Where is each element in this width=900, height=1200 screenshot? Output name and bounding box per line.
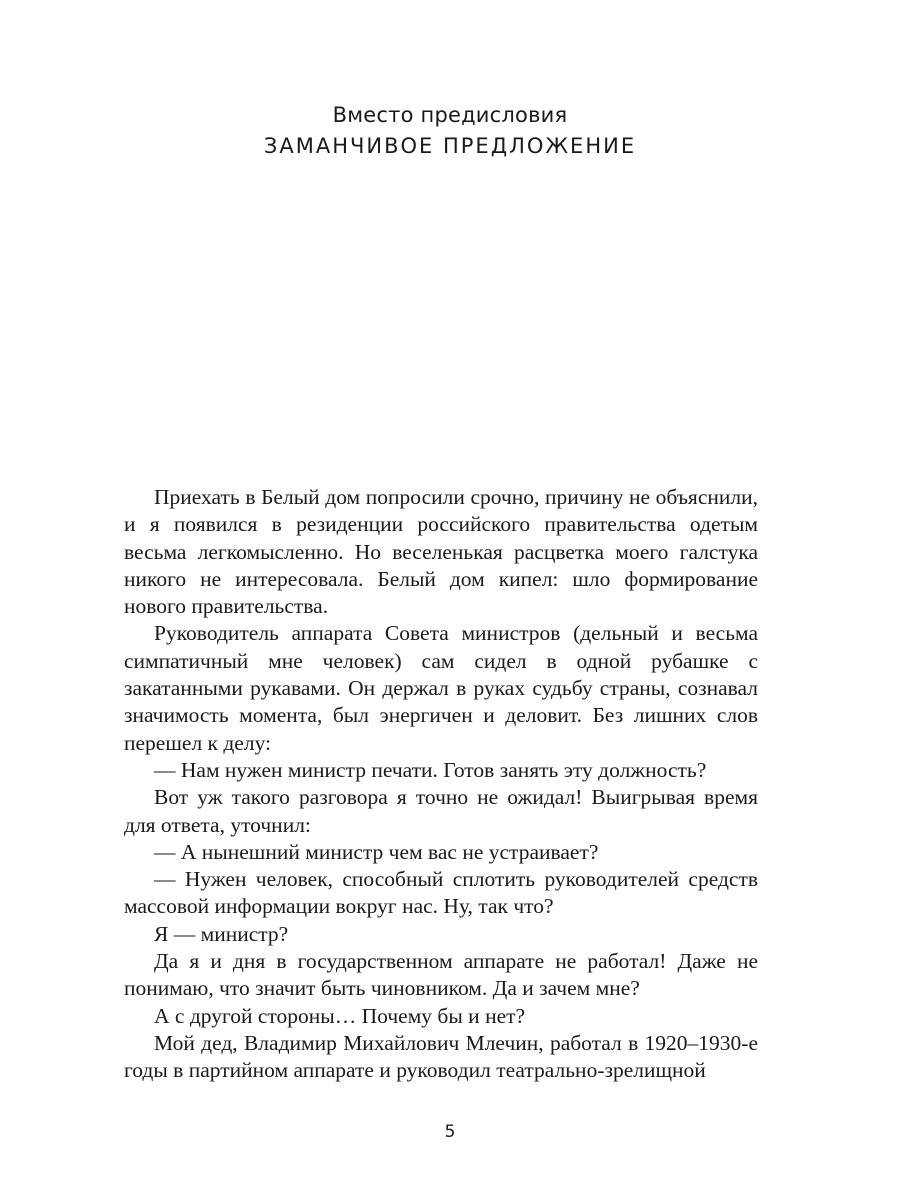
paragraph: — А нынешний министр чем вас не устраивает?: [154, 839, 599, 864]
paragraph: — Нужен человек, способный сплотить руководителей средств массовой информации вокруг нас. Ну, так что?: [124, 867, 758, 919]
page-number: 5: [444, 1122, 456, 1142]
paragraph: Руководитель аппарата Совета министров (дельный и весьма симпатичный мне человек) сам сидел в одной рубашке с закатанными рукавами. Он держал в руках судьбу страны, сознавал значимость момента, был энергичен и деловит. Без лишних слов перешел к делу:: [124, 621, 758, 755]
paragraph: А с другой стороны… Почему бы и нет?: [154, 1003, 526, 1028]
chapter-subtitle: Вместо предисловия: [332, 103, 568, 127]
paragraph: — Нам нужен министр печати. Готов занять эту должность?: [154, 757, 707, 782]
chapter-title: ЗАМАНЧИВОЕ ПРЕДЛОЖЕНИЕ: [263, 134, 637, 158]
chapter-heading: [0, 100, 900, 162]
body-text: [124, 484, 758, 1085]
paragraph: Мой дед, Владимир Михайлович Млечин, работал в 1920–1930-е годы в партийном аппарате и руководил театрально-зрелищной: [124, 1030, 758, 1083]
paragraph: Приехать в Белый дом попросили срочно, причину не объяснили, и я появился в резиденции российского правительства одетым весьма легкомысленно. Но веселенькая расцветка моего галстука никого не интересовала. Белый дом кипел: шло формирование нового правительства.: [124, 485, 758, 619]
paragraph: Да я и дня в государственном аппарате не работал! Даже не понимаю, что значит быть чиновником. Да и зачем мне?: [124, 949, 758, 1001]
paragraph: Вот уж такого разговора я точно не ожидал! Выигрывая время для ответа, уточнил:: [124, 785, 758, 837]
paragraph: Я — министр?: [154, 921, 289, 946]
